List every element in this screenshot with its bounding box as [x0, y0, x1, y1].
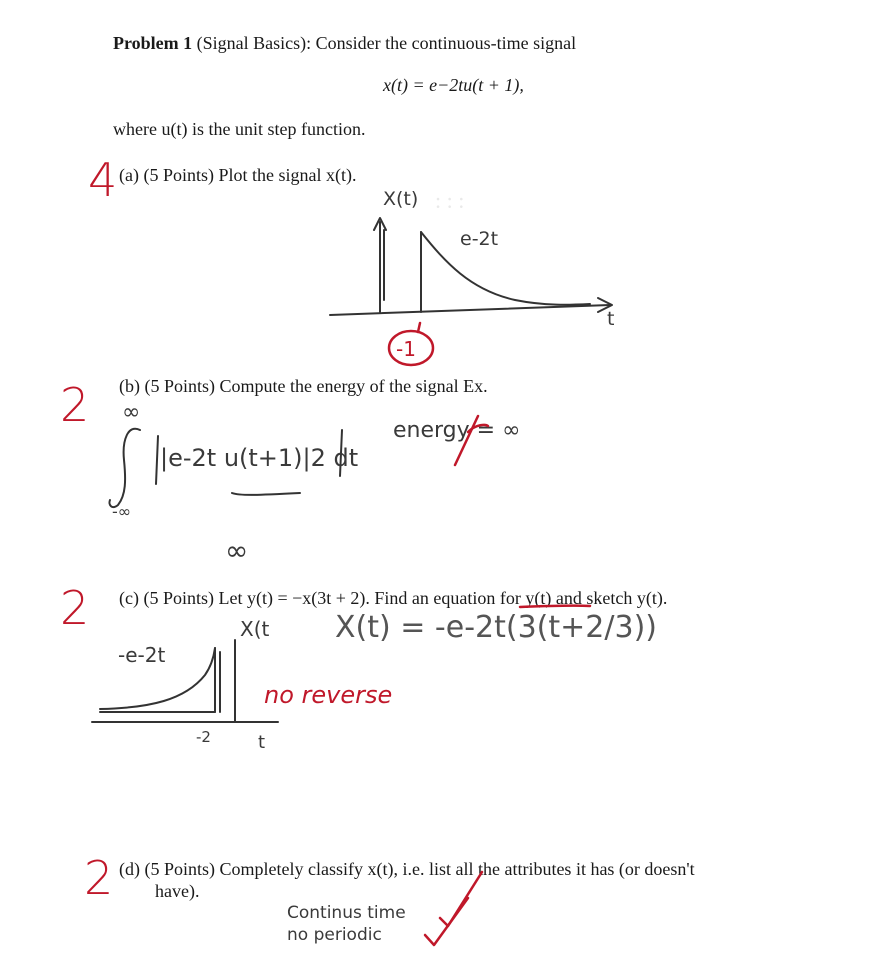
checkmark-2	[425, 898, 468, 945]
a-marker-label: -1	[396, 337, 416, 361]
c-curve-label: -e-2t	[118, 643, 166, 667]
d-line1: Continus time	[287, 903, 406, 923]
score-b: 2	[60, 378, 90, 432]
part-a-text: Plot the signal x(t).	[218, 165, 357, 185]
checkmark-1	[440, 872, 482, 926]
c-xlabel: t	[258, 732, 266, 753]
score-c: 2	[60, 581, 90, 635]
b-lower-limit: -∞	[112, 502, 132, 521]
part-a-label: (a)	[119, 165, 139, 185]
b-energy: energy = ∞	[393, 418, 521, 443]
b-result: ∞	[225, 534, 249, 567]
bleed-through-text: : : :	[435, 188, 465, 213]
c-equation: X(t) = -e-2t(3(t+2/3))	[335, 610, 657, 645]
part-b-label: (b)	[119, 376, 140, 396]
d-line2: no periodic	[287, 925, 382, 945]
part-c-text: Let y(t) = −x(3t + 2). Find an equation for y(t) and sketch y(t).	[218, 588, 668, 608]
a-curve-label: e-2t	[460, 228, 499, 250]
part-b-points: (5 Points)	[144, 376, 216, 396]
unit-step-note: where u(t) is the unit step function.	[113, 119, 366, 139]
part-d-text-cont: have).	[155, 881, 200, 901]
a-ylabel: X(t)	[383, 188, 419, 210]
c-ylabel: X(t	[240, 617, 270, 641]
a-xlabel: t	[607, 308, 615, 330]
c-tick: -2	[196, 728, 211, 746]
c-comment: no reverse	[264, 681, 393, 709]
signal-equation: x(t) = e−2tu(t + 1),	[383, 75, 524, 95]
b-upper-limit: ∞	[122, 400, 141, 425]
problem-title: Problem 1	[113, 33, 193, 53]
b-integrand: |e-2t u(t+1)|2 dt	[160, 444, 359, 472]
part-a-points: (5 Points)	[143, 165, 214, 185]
score-d: 2	[84, 851, 114, 905]
score-a: 4	[88, 153, 118, 207]
part-c-label: (c)	[119, 588, 139, 608]
part-c-points: (5 Points)	[143, 588, 214, 608]
problem-subtitle: (Signal Basics): Consider the continuous-time signal	[196, 33, 577, 53]
part-d-text: Completely classify x(t), i.e. list all the attributes it has (or doesn't	[219, 859, 695, 879]
part-d-points: (5 Points)	[144, 859, 216, 879]
part-d-label: (d)	[119, 859, 140, 879]
part-b-text: Compute the energy of the signal Ex.	[219, 376, 488, 396]
